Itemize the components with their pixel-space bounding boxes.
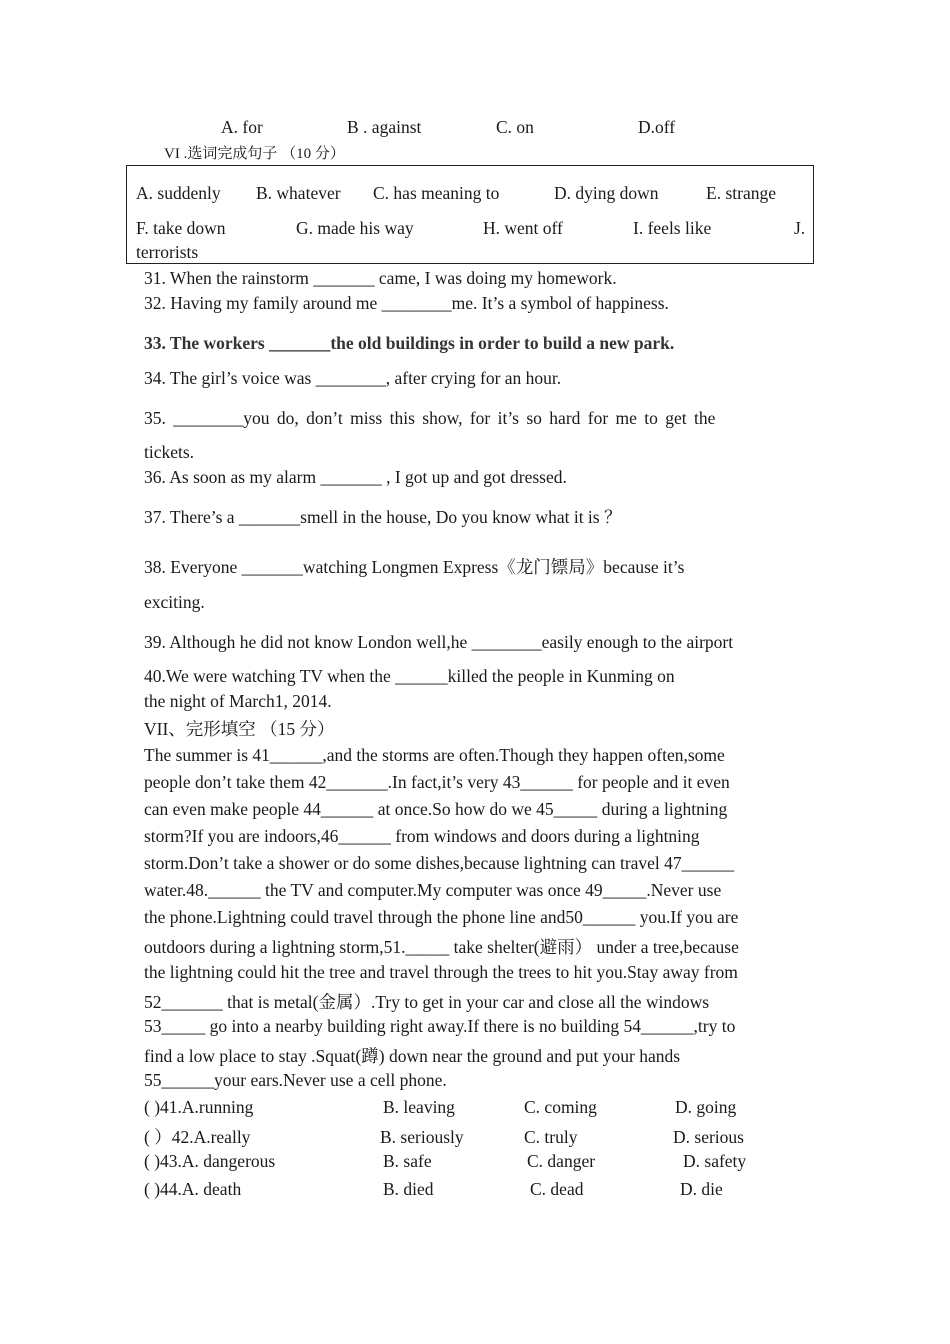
question-38-cont: exciting. bbox=[144, 592, 205, 612]
word-bank-box bbox=[126, 165, 814, 264]
choice-41-b: B. leaving bbox=[383, 1097, 455, 1117]
question-33: 33. The workers _______the old buildings in order to build a new park. bbox=[144, 333, 675, 353]
choice-42-b: B. seriously bbox=[380, 1127, 464, 1147]
passage-line: can even make people 44______ at once.So how do we 45_____ during a lightning bbox=[144, 799, 728, 819]
word-bank-b: B. whatever bbox=[256, 183, 341, 203]
choice-41-d: D. going bbox=[675, 1097, 737, 1117]
option-a: A. for bbox=[221, 117, 263, 137]
passage-line: the lightning could hit the tree and travel through the trees to hit you.Stay away from bbox=[144, 962, 738, 982]
passage-line: 53_____ go into a nearby building right away.If there is no building 54______,try to bbox=[144, 1016, 736, 1036]
word-bank-j-text: terrorists bbox=[136, 242, 199, 262]
passage-line: outdoors during a lightning storm,51._____ take shelter(避雨） under a tree,because bbox=[144, 937, 739, 957]
word-bank-h: H. went off bbox=[483, 218, 563, 238]
choice-43-a: ( )43.A. dangerous bbox=[144, 1151, 276, 1171]
passage-line: 52_______ that is metal(金属）.Try to get in your car and close all the windows bbox=[144, 992, 710, 1012]
choice-43-d: D. safety bbox=[683, 1151, 747, 1171]
word-bank-c: C. has meaning to bbox=[373, 183, 500, 203]
option-c: C. on bbox=[496, 117, 534, 137]
choice-43-c: C. danger bbox=[527, 1151, 596, 1171]
question-35-cont: tickets. bbox=[144, 442, 195, 462]
question-36: 36. As soon as my alarm _______ , I got up and got dressed. bbox=[144, 467, 567, 487]
choice-44-b: B. died bbox=[383, 1179, 434, 1199]
question-40: 40.We were watching TV when the ______killed the people in Kunming on bbox=[144, 666, 675, 686]
choice-41-a: ( )41.A.running bbox=[144, 1097, 254, 1117]
word-bank-g: G. made his way bbox=[296, 218, 414, 238]
word-bank-d: D. dying down bbox=[554, 183, 659, 203]
question-32: 32. Having my family around me ________me. It’s a symbol of happiness. bbox=[144, 293, 669, 313]
question-34: 34. The girl’s voice was ________, after crying for an hour. bbox=[144, 368, 562, 388]
choice-41-c: C. coming bbox=[524, 1097, 597, 1117]
passage-line: the phone.Lightning could travel through the phone line and50______ you.If you are bbox=[144, 907, 739, 927]
section-vi-title: VI .选词完成句子 （10 分） bbox=[164, 146, 345, 162]
section-vii-title: VII、完形填空 （15 分） bbox=[144, 719, 335, 739]
choice-43-b: B. safe bbox=[383, 1151, 432, 1171]
question-40-cont: the night of March1, 2014. bbox=[144, 691, 332, 711]
word-bank-a: A. suddenly bbox=[136, 183, 221, 203]
passage-line: storm.Don’t take a shower or do some dishes,because lightning can travel 47______ bbox=[144, 853, 735, 873]
passage-line: people don’t take them 42_______.In fact,it’s very 43______ for people and it even bbox=[144, 772, 730, 792]
word-bank-j: J. bbox=[794, 218, 806, 238]
passage-line: The summer is 41______,and the storms are often.Though they happen often,some bbox=[144, 745, 725, 765]
choice-44-d: D. die bbox=[680, 1179, 723, 1199]
passage-line: water.48.______ the TV and computer.My computer was once 49_____.Never use bbox=[144, 880, 722, 900]
question-31: 31. When the rainstorm _______ came, I was doing my homework. bbox=[144, 268, 617, 288]
option-b: B . against bbox=[347, 117, 422, 137]
choice-42-a: ( ）42.A.really bbox=[144, 1127, 251, 1147]
passage-line: find a low place to stay .Squat(蹲) down near the ground and put your hands bbox=[144, 1046, 681, 1066]
passage-line: storm?If you are indoors,46______ from windows and doors during a lightning bbox=[144, 826, 700, 846]
question-37: 37. There’s a _______smell in the house, Do you know what it is ？ bbox=[144, 507, 622, 527]
choice-44-c: C. dead bbox=[530, 1179, 584, 1199]
choice-44-a: ( )44.A. death bbox=[144, 1179, 242, 1199]
passage-line: 55______your ears.Never use a cell phone. bbox=[144, 1070, 447, 1090]
word-bank-e: E. strange bbox=[706, 183, 776, 203]
word-bank-f: F. take down bbox=[136, 218, 226, 238]
word-bank-i: I. feels like bbox=[633, 218, 712, 238]
choice-42-d: D. serious bbox=[673, 1127, 744, 1147]
option-d: D.off bbox=[638, 117, 676, 137]
choice-42-c: C. truly bbox=[524, 1127, 578, 1147]
question-38: 38. Everyone _______watching Longmen Express《龙门镖局》because it’s bbox=[144, 557, 685, 577]
question-35: 35. ________you do, don’t miss this show, for it’s so hard for me to get the bbox=[144, 408, 716, 428]
question-39: 39. Although he did not know London well,he ________easily enough to the airport bbox=[144, 632, 734, 652]
